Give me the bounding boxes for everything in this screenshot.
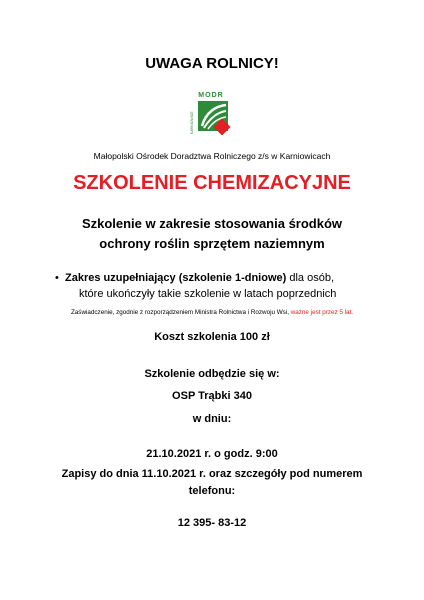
main-title: SZKOLENIE CHEMIZACYJNE [73,172,351,194]
organization-name: Małopolski Ośrodek Doradztwa Rolniczego z/s w Karniowicach [93,151,331,161]
location-label: Szkolenie odbędzie się w: [144,368,280,380]
warning-header: UWAGA ROLNICY! [145,55,279,72]
certificate-note [0,309,424,316]
subtitle-line-1: Szkolenie w zakresie stosowania środków [81,216,343,231]
logo-emblem-icon [186,92,236,144]
scope-line-2: które ukończyły takie szkolenie w latach poprzednich [79,288,337,300]
subtitle [0,214,424,254]
subtitle-line-2: ochrony roślin sprzętem naziemnym [99,236,325,251]
signup-info [0,466,424,500]
signup-line-1: Zapisy do dnia 11.10.2021 r. oraz szczegóły pod numerem [61,468,363,480]
certificate-text: Zaświadczenie, zgodnie z rozporządzeniem Ministra Rolnictwa i Rozwoju Wsi, [70,309,291,316]
logo-text: MODR [198,92,224,99]
scope-bullet [55,270,385,302]
training-cost: Koszt szkolenia 100 zł [154,331,270,343]
date-value: 21.10.2021 r. o godz. 9:00 [146,448,278,460]
certificate-validity: ważne jest przez 5 lat. [290,309,354,316]
location-value: OSP Trąbki 340 [172,390,252,402]
bullet-icon: • [55,272,59,284]
date-label: w dniu: [192,413,232,425]
signup-line-2: telefonu: [188,485,236,497]
modr-logo [186,92,236,144]
scope-bold: Zakres uzupełniający (szkolenie 1-dniowe) [65,272,287,284]
phone-number: 12 395- 83-12 [177,517,247,529]
scope-rest: dla osób, [286,272,334,284]
logo-vertical-text: KARNIOWICE [190,111,194,134]
